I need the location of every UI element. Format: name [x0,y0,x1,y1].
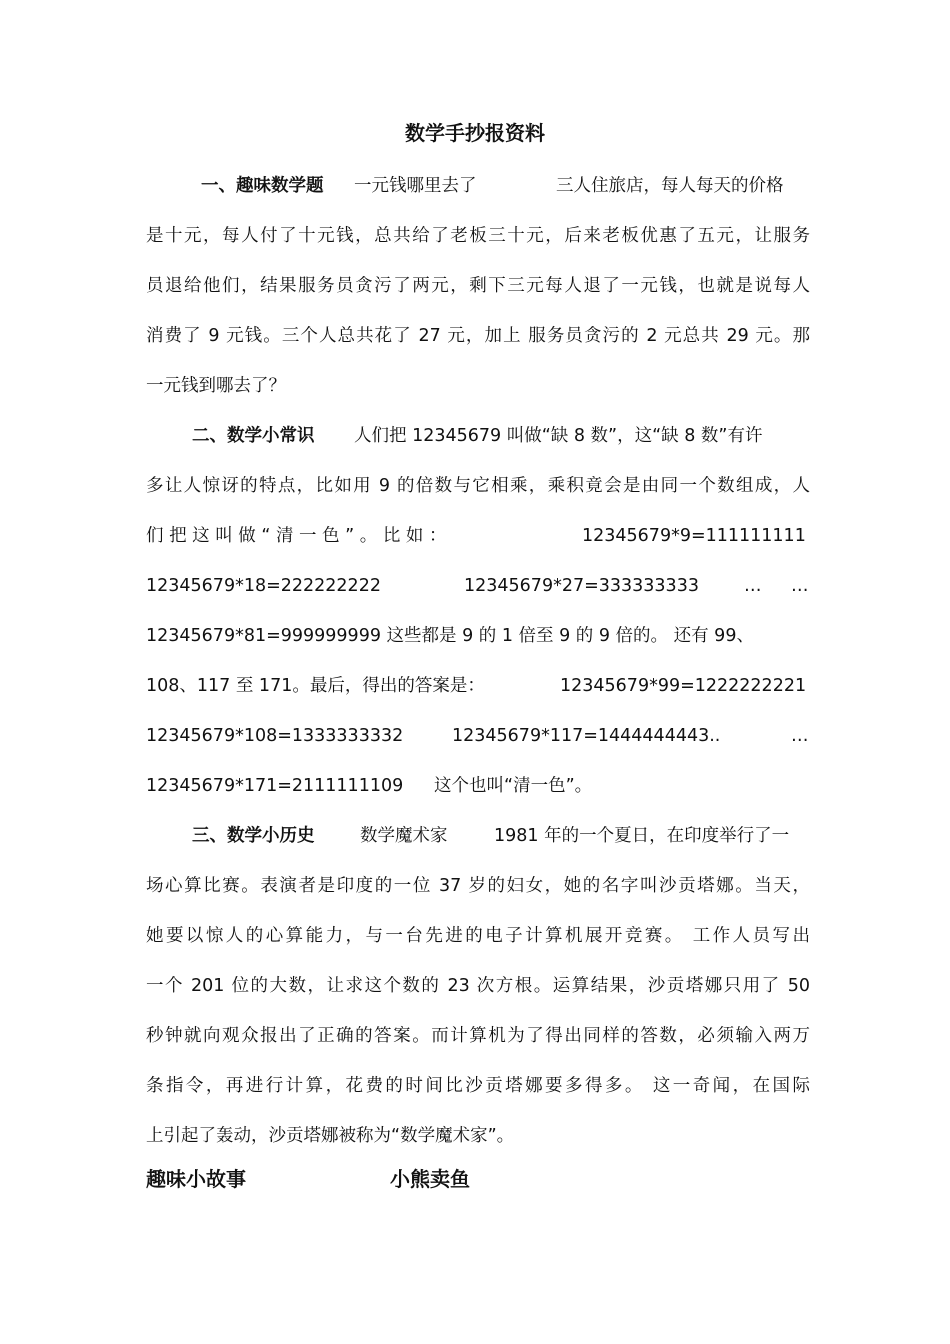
section1-heading: 一、趣味数学题 [201,176,324,196]
section2-line6 [146,668,810,704]
section4-heading: 趣味小故事 [146,1167,246,1191]
section2-formula-117: 12345679*117=1444444443.. [452,726,721,746]
section3-subtitle: 数学魔术家 [360,826,448,846]
section3-intro: 1981 年的一个夏日，在印度举行了一 [494,826,790,846]
section3-heading: 三、数学小历史 [192,826,315,846]
section4-subtitle: 小熊卖鱼 [390,1167,470,1191]
section2-line3 [146,518,810,554]
section2-line8 [146,768,810,804]
section3-line3: 她要以惊人的心算能力，与一台先进的电子计算机展开竞赛。 工作人员写出 [146,926,810,946]
section3-line1 [146,818,810,854]
section2-closing: 这个也叫“清一色”。 [434,776,593,796]
section1-line3: 员退给他们，结果服务员贪污了两元，剩下三元每人退了一元钱，也就是说每人 [146,276,810,296]
section2-formula-108: 12345679*108=1333333332 [146,726,404,746]
section2-line6-text: 108、117 至 171。最后，得出的答案是： [146,676,485,696]
section2-formula-27: 12345679*27=333333333 [464,576,699,596]
section1-intro: 三人住旅店，每人每天的价格 [556,176,784,196]
section2-line5: 12345679*81=999999999 这些都是 9 的 1 倍至 9 的 9 倍的。 还有 99、 [146,626,754,646]
section2-line3-text: 们 把 这 叫 做 “ 清 一 色 ” 。 比 如 ： [146,526,447,546]
section2-formula-18: 12345679*18=222222222 [146,576,381,596]
section2-formula-171: 12345679*171=2111111109 [146,776,404,796]
section3-line6: 条指令，再进行计算，花费的时间比沙贡塔娜要多得多。 这一奇闻，在国际 [146,1076,810,1096]
section2-line7 [146,718,810,754]
section2-formula-9: 12345679*9=111111111 [582,526,806,546]
section3-line5: 秒钟就向观众报出了正确的答案。而计算机为了得出同样的答数，必须输入两万 [146,1026,810,1046]
section2-ellipsis-3: … [791,726,809,746]
section3-line7: 上引起了轰动，沙贡塔娜被称为“数学魔术家”。 [146,1126,515,1146]
section1-line4: 消费了 9 元钱。三个人总共花了 27 元，加上 服务员贪污的 2 元总共 29 元。那 [146,326,810,346]
section2-line2: 多让人惊讶的特点，比如用 9 的倍数与它相乘，乘积竟会是由同一个数组成，人 [146,476,810,496]
section2-line1 [146,418,810,454]
section2-ellipsis-1: … [744,576,762,596]
section2-heading: 二、数学小常识 [192,426,315,446]
section1-line5: 一元钱到哪去了？ [146,376,286,396]
section2-ellipsis-2: … [791,576,809,596]
section1-line2: 是十元，每人付了十元钱，总共给了老板三十元，后来老板优惠了五元，让服务 [146,226,810,246]
section2-formula-99: 12345679*99=1222222221 [560,676,807,696]
section3-line2: 场心算比赛。表演者是印度的一位 37 岁的妇女，她的名字叫沙贡塔娜。当天， [146,876,810,896]
section3-line4: 一个 201 位的大数，让求这个数的 23 次方根。运算结果，沙贡塔娜只用了 50 [146,976,810,996]
section1-line1 [146,168,810,204]
page-title: 数学手抄报资料 [405,121,545,145]
section1-subtitle: 一元钱哪里去了 [354,176,477,196]
section2-line4 [146,568,810,604]
section2-intro: 人们把 12345679 叫做“缺 8 数”，这“缺 8 数”有许 [354,426,763,446]
